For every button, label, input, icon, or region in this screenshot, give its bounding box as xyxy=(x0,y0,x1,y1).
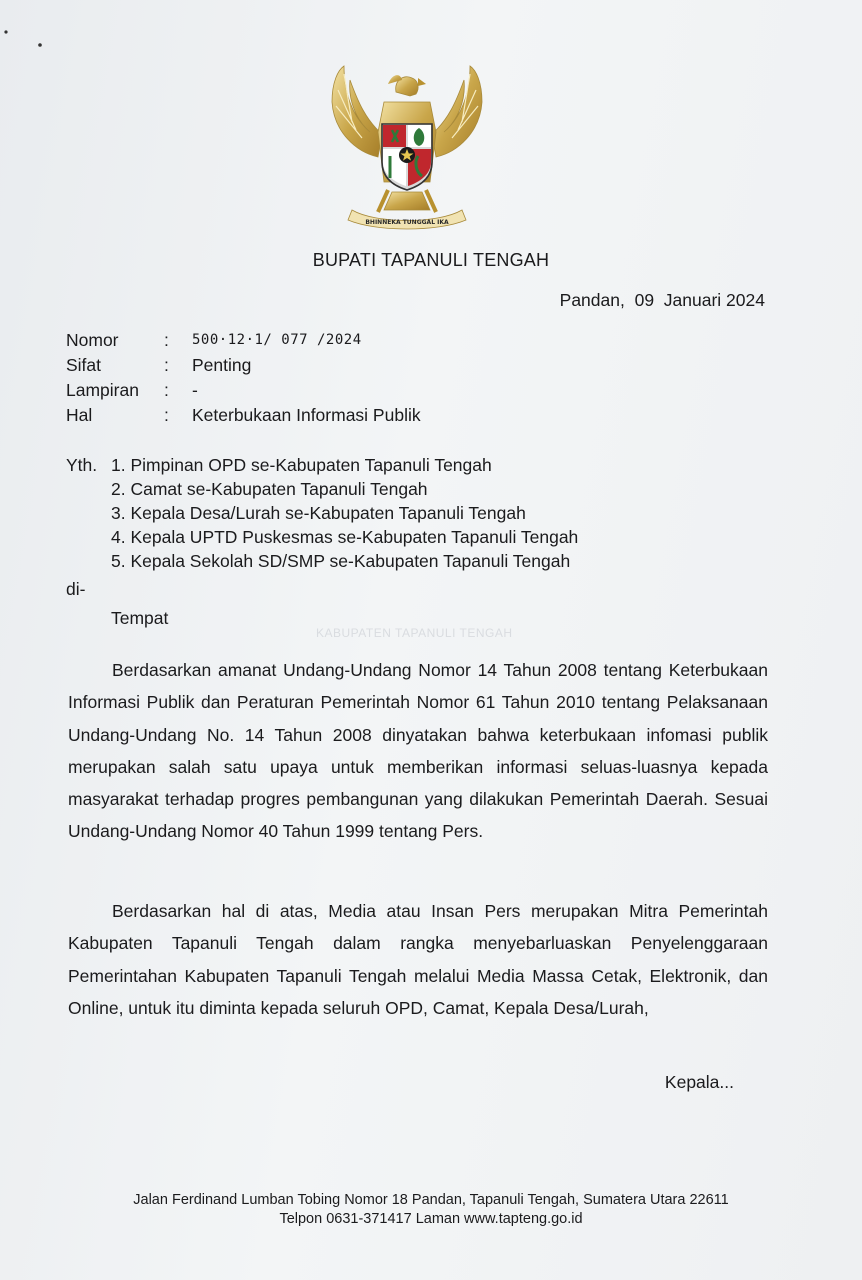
meta-label: Nomor xyxy=(66,330,119,350)
meta-label: Lampiran xyxy=(66,380,139,400)
date-day: 09 xyxy=(634,290,655,310)
paper-specks xyxy=(0,0,60,60)
garuda-pancasila-emblem xyxy=(326,62,488,232)
letterhead-title: BUPATI TAPANULI TENGAH xyxy=(312,250,550,270)
meta-row-nomor xyxy=(66,330,362,351)
meta-label: Sifat xyxy=(66,355,102,375)
meta-row-hal xyxy=(66,405,421,426)
letter-date xyxy=(560,290,765,311)
recipient-item: 5. Kepala Sekolah SD/SMP se-Kabupaten Tapanuli Tengah xyxy=(111,551,571,571)
meta-colon: : xyxy=(164,330,169,350)
meta-row-sifat xyxy=(66,355,251,376)
recipients-tempat: Tempat xyxy=(111,608,169,628)
recipient-item: 4. Kepala UPTD Puskesmas se-Kabupaten Tapanuli Tengah xyxy=(111,527,579,547)
meta-colon: : xyxy=(164,380,169,400)
watermark-text: KABUPATEN TAPANULI TENGAH xyxy=(316,626,513,640)
date-month-year: Januari 2024 xyxy=(663,290,765,310)
date-place: Pandan, xyxy=(559,290,625,310)
meta-row-lampiran xyxy=(66,380,198,401)
emblem-motto: BHINNEKA TUNGGAL IKA xyxy=(365,219,449,226)
footer-contact: Telpon 0631-371417 Laman www.tapteng.go.id xyxy=(279,1211,583,1227)
recipient-item: 2. Camat se-Kabupaten Tapanuli Tengah xyxy=(111,479,428,499)
recipients-prefix: Yth. xyxy=(66,455,98,475)
meta-colon: : xyxy=(164,355,169,375)
continuation-text: Kepala... xyxy=(664,1072,734,1092)
meta-label: Hal xyxy=(66,405,93,425)
meta-colon: : xyxy=(164,405,169,425)
meta-value-lampiran: - xyxy=(192,380,198,400)
meta-value-nomor: 500·12·1/ 077 /2024 xyxy=(192,332,362,348)
meta-value-hal: Keterbukaan Informasi Publik xyxy=(192,405,421,425)
meta-value-sifat: Penting xyxy=(192,355,252,375)
recipient-item: 1. Pimpinan OPD se-Kabupaten Tapanuli Tengah xyxy=(111,455,492,475)
recipient-item: 3. Kepala Desa/Lurah se-Kabupaten Tapanuli Tengah xyxy=(111,503,526,523)
body-paragraph-1: Berdasarkan amanat Undang-Undang Nomor 14 Tahun 2008 tentang Keterbukaan Informasi Publik dan Peraturan Pemerintah Nomor 61 Tahun 2010 tentang Pelaksanaan Undang-Undang No. 14 Tahun 2008 dinyatakan bahwa keterbukaan infomasi publik merupakan salah satu upaya untuk memberikan informasi seluas-luasnya kepada masyarakat terhadap progres pembangunan yang dilakukan Pemerintah Daerah. Sesuai Undang-Undang Nomor 40 Tahun 1999 tentang Pers. xyxy=(68,660,768,842)
recipients-di: di- xyxy=(66,579,86,599)
body-paragraph-2: Berdasarkan hal di atas, Media atau Insan Pers merupakan Mitra Pemerintah Kabupaten Tapanuli Tengah dalam rangka menyebarluaskan Penyelenggaraan Pemerintahan Kabupaten Tapanuli Tengah melalui Media Massa Cetak, Elektronik, dan Online, untuk itu diminta kepada seluruh OPD, Camat, Kepala Desa/Lurah, xyxy=(68,901,768,1018)
footer-address: Jalan Ferdinand Lumban Tobing Nomor 18 Pandan, Tapanuli Tengah, Sumatera Utara 22611 xyxy=(133,1192,729,1208)
